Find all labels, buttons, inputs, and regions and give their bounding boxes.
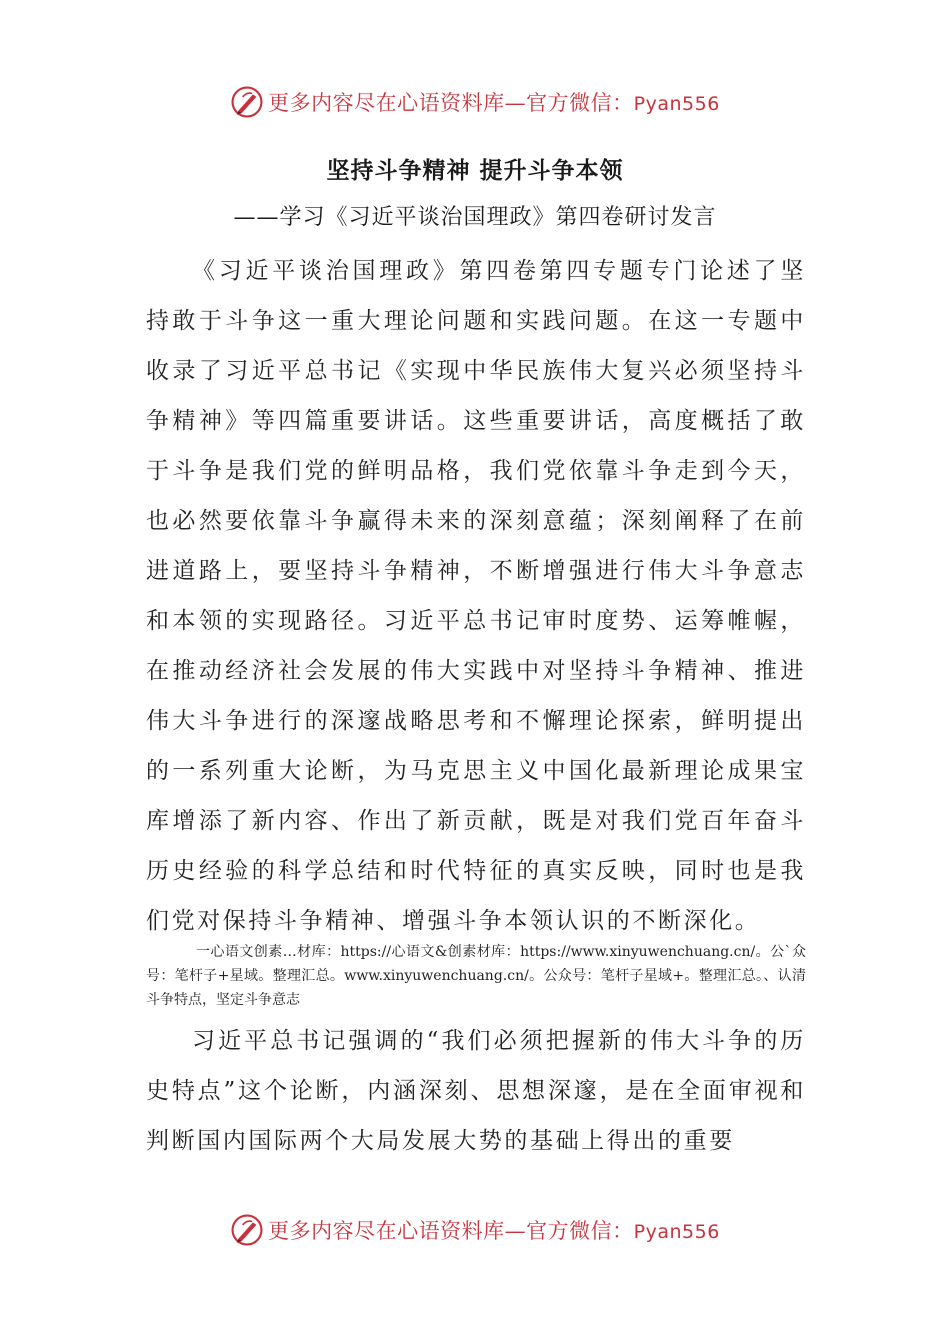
wechat-id: Pyan556 (633, 1221, 720, 1243)
body-paragraph: 习近平总书记强调的“我们必须把握新的伟大斗争的历史特点”这个论断，内涵深刻、思想深邃，是在全面审视和判断国内国际两个大局发展大势的基础上得出的重要 (146, 1028, 806, 1154)
document-title: 坚持斗争精神 提升斗争本领 (326, 158, 624, 184)
watermark-note: 一心语文创素…材库：https://心语文&创素材库：https://www.xinyuwenchuang.cn/。公`众号：笔杆子+星域。整理汇总。www.xinyuwenchuang.cn/。公众号：笔杆子星域+。整理汇总。、认清斗争特点，坚定斗争意志 (146, 944, 806, 1008)
banner-text: 更多内容尽在心语资料库—官方微信：Pyan556 (268, 1219, 720, 1243)
body-paragraph: 《习近平谈治国理政》第四卷第四专题专门论述了坚持敢于斗争这一重大理论问题和实践问题。在这一专题中收录了习近平总书记《实现中华民族伟大复兴必须坚持斗争精神》等四篇重要讲话。这些重要讲话，高度概括了敢于斗争是我们党的鲜明品格，我们党依靠斗争走到今天，也必然要依靠斗争赢得未来的深刻意蕴；深刻阐释了在前进道路上，要坚持斗争精神，不断增强进行伟大斗争意志和本领的实现路径。习近平总书记审时度势、运筹帷幄，在推动经济社会发展的伟大实践中对坚持斗争精神、推进伟大斗争进行的深邃战略思考和不懈理论探索，鲜明提出的一系列重大论断，为马克思主义中国化最新理论成果宝库增添了新内容、作出了新贡献，既是对我们党百年奋斗历史经验的科学总结和时代特征的真实反映，同时也是我们党对保持斗争精神、增强斗争本领认识的不断深化。 (146, 258, 806, 934)
header-banner (0, 82, 950, 122)
footer-banner (0, 1210, 950, 1250)
banner-text: 更多内容尽在心语资料库—官方微信：Pyan556 (268, 91, 720, 115)
wechat-id: Pyan556 (633, 93, 720, 115)
pen-logo-icon (230, 85, 264, 119)
document-subtitle: ——学习《习近平谈治国理政》第四卷研讨发言 (233, 205, 717, 230)
pen-logo-icon (230, 1213, 264, 1247)
